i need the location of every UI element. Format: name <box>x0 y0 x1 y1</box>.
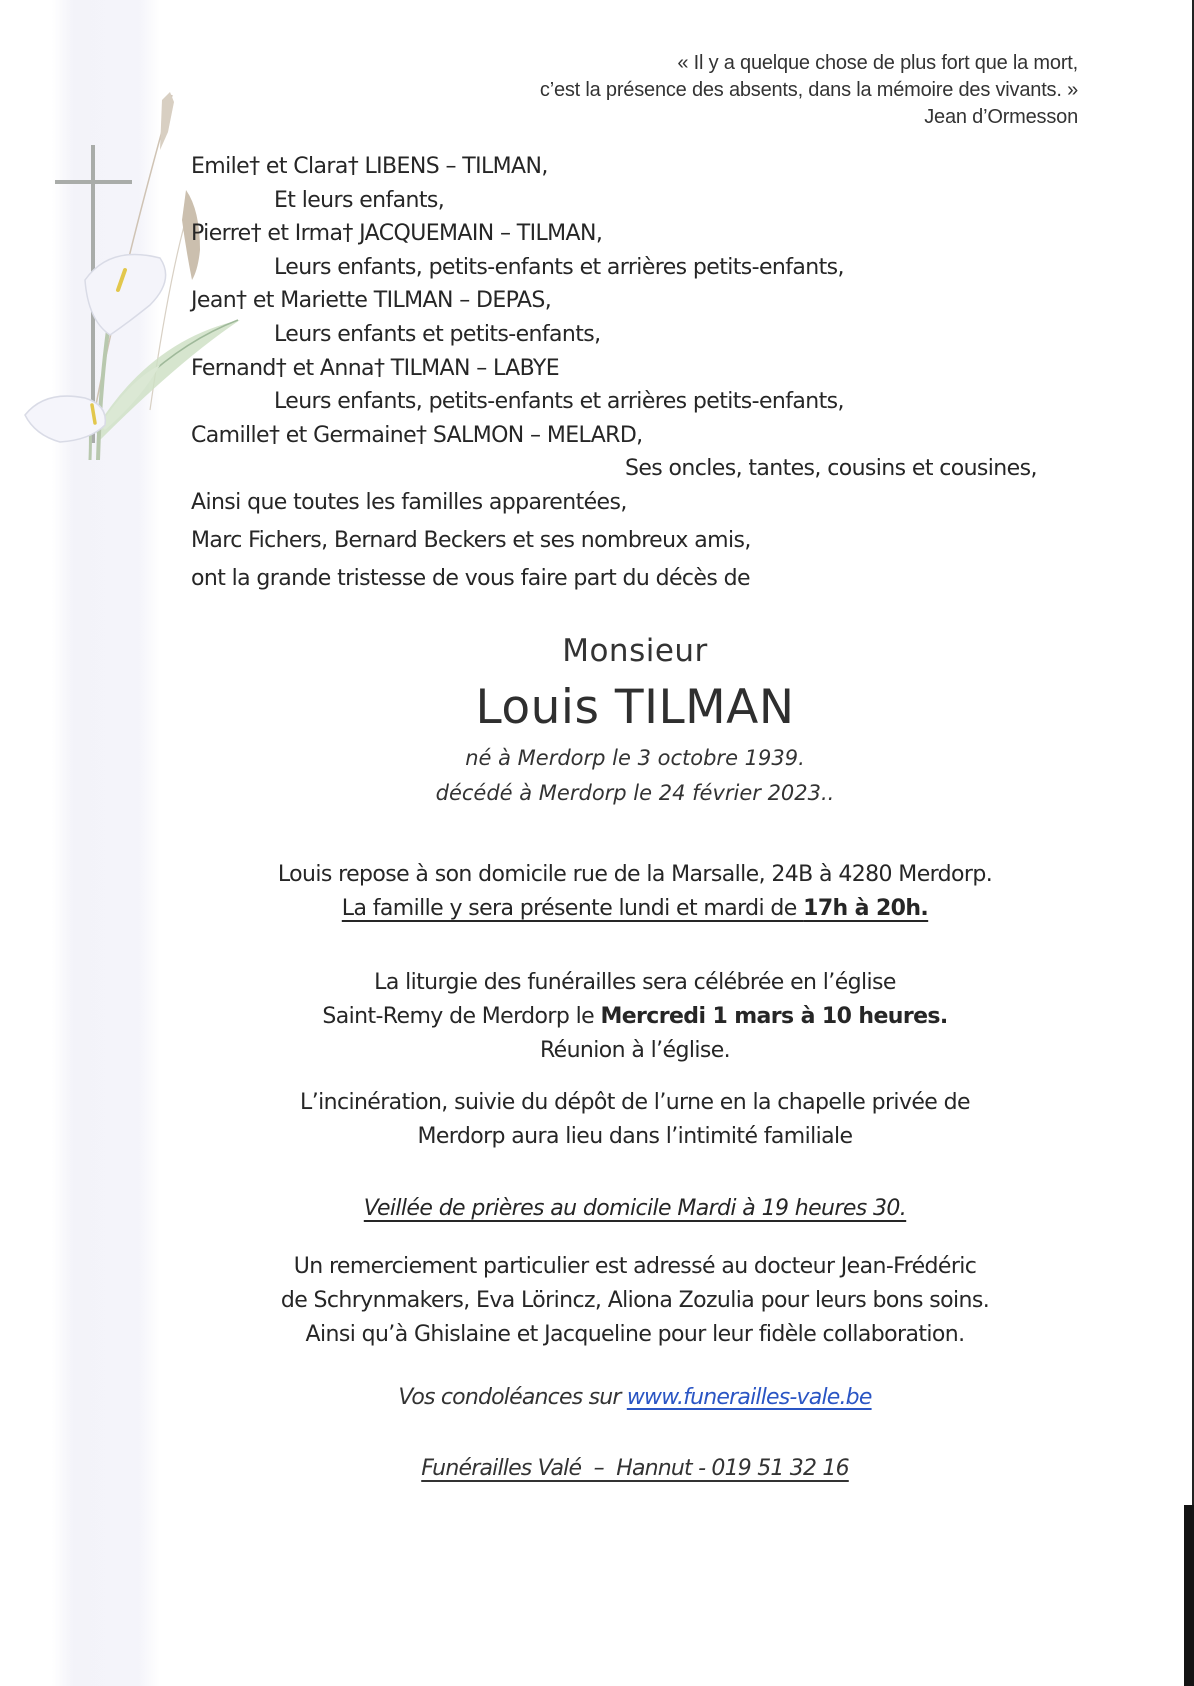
thanks-line: Ainsi qu’à Ghislaine et Jacqueline pour leur fidèle collaboration. <box>305 1322 965 1347</box>
funeral-home-contact: Funérailles Valé – Hannut - 019 51 32 16 <box>421 1456 849 1481</box>
family-sub-line: Leurs enfants, petits-enfants et arrières petits-enfants, <box>274 254 844 280</box>
family-member-line: Ainsi que toutes les familles apparentées, <box>191 490 627 516</box>
liturgy-info <box>180 966 1090 1068</box>
thanks-line: de Schrynmakers, Eva Lörincz, Aliona Zozulia pour leurs bons soins. <box>280 1288 990 1313</box>
visitation-address: Louis repose à son domicile rue de la Marsalle, 24B à 4280 Merdorp. <box>277 862 993 887</box>
family-sub-line: Leurs enfants, petits-enfants et arrières petits-enfants, <box>274 389 844 415</box>
thanks-line: Un remerciement particulier est adressé au docteur Jean-Frédéric <box>293 1254 977 1279</box>
family-sub-line: Ses oncles, tantes, cousins et cousines, <box>625 456 1037 482</box>
deceased-name: Louis TILMAN <box>475 680 795 735</box>
family-member-line: Camille† et Germaine† SALMON – MELARD, <box>191 422 643 448</box>
liturgy-date-line <box>180 1000 1090 1034</box>
visitation-info <box>180 858 1090 926</box>
liturgy-datetime: Mercredi 1 mars à 10 heures. <box>600 1004 948 1029</box>
wheat-icon <box>95 92 200 410</box>
family-member-line: Fernand† et Anna† TILMAN – LABYE <box>191 355 560 381</box>
condolences-text: Vos condoléances sur <box>398 1385 627 1410</box>
quote-author: Jean d’Ormesson <box>924 106 1078 128</box>
family-member-line: Pierre† et Irma† JACQUEMAIN – TILMAN, <box>191 221 603 247</box>
liturgy-line: La liturgie des funérailles sera célébrée en l’église <box>374 970 896 995</box>
cremation-info <box>180 1086 1090 1154</box>
vigil-text: Veillée de prières au domicile Mardi à 19 heures 30. <box>363 1196 907 1221</box>
family-sub-line: Leurs enfants et petits-enfants, <box>274 321 601 347</box>
funeral-home-footer <box>180 1456 1090 1481</box>
visitation-hours-time: 17h à 20h. <box>803 896 929 921</box>
vigil-info <box>180 1192 1090 1226</box>
cremation-line: L’incinération, suivie du dépôt de l’urne en la chapelle privée de <box>300 1090 970 1115</box>
family-list <box>191 150 1037 595</box>
quote-line: « Il y a quelque chose de plus fort que la mort, <box>677 52 1078 74</box>
scan-edge-bar <box>1184 1505 1194 1686</box>
birth-line: né à Merdorp le 3 octobre 1939. <box>465 746 805 770</box>
liturgy-meeting: Réunion à l’église. <box>539 1038 731 1063</box>
family-member-line: Emile† et Clara† LIBENS – TILMAN, <box>191 154 548 179</box>
condolences-line <box>180 1385 1090 1410</box>
visitation-hours <box>180 892 1090 926</box>
family-member-line: ont la grande tristesse de vous faire part du décès de <box>191 565 750 591</box>
deceased-title: Monsieur <box>562 633 708 669</box>
cremation-line: Merdorp aura lieu dans l’intimité familiale <box>417 1124 853 1149</box>
death-line: décédé à Merdorp le 24 février 2023.. <box>435 781 835 805</box>
family-member-line: Marc Fichers, Bernard Beckers et ses nombreux amis, <box>191 527 751 553</box>
epigraph-quote <box>540 50 1078 131</box>
lily-icon <box>25 254 166 442</box>
family-member-line: Jean† et Mariette TILMAN – DEPAS, <box>191 288 552 314</box>
condolences-link[interactable]: www.funerailles-vale.be <box>626 1385 872 1410</box>
family-sub-line: Et leurs enfants, <box>274 187 445 213</box>
visitation-hours-text: La famille y sera présente lundi et mardi de <box>341 896 804 921</box>
liturgy-location: Saint-Remy de Merdorp le <box>322 1004 601 1029</box>
thanks-info <box>180 1250 1090 1352</box>
deceased-dates <box>180 741 1090 811</box>
quote-line: c’est la présence des absents, dans la mémoire des vivants. » <box>539 79 1078 101</box>
